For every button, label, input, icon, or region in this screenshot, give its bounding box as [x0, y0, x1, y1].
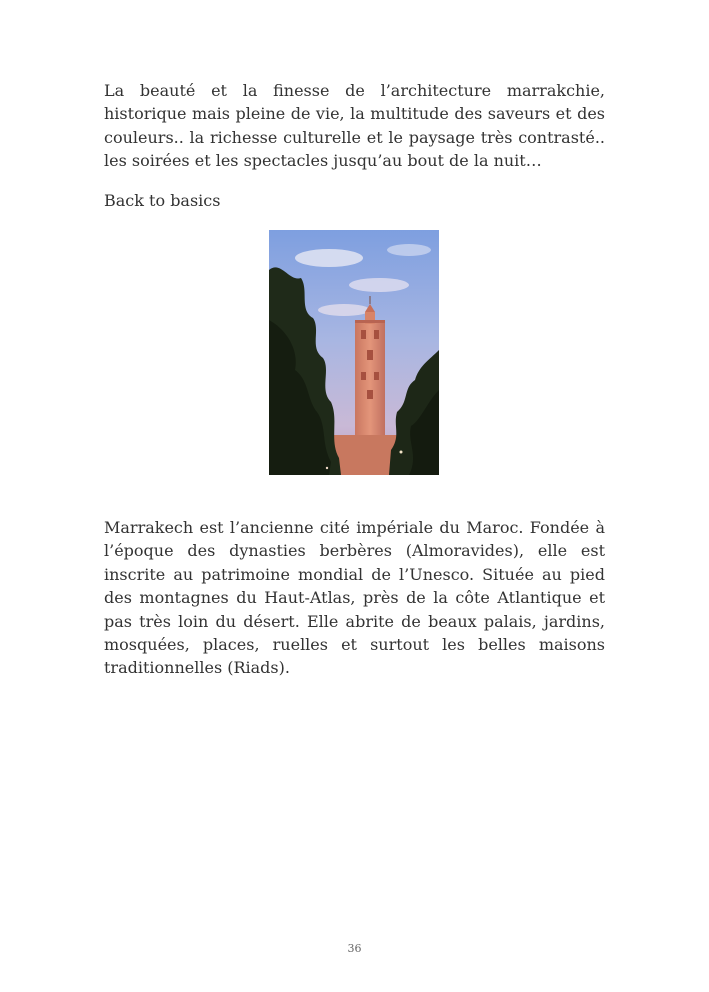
marrakech-description-paragraph: Marrakech est l’ancienne cité impériale du Maroc. Fondée à l’époque des dynasties berbères (Almoravides), elle est inscrite au patrimoine mondial de l’Unesco. Située au pied des montagnes du Haut-Atlas, près de la côte Atlantique et pas très loin du désert. Elle abrite de beaux palais, jardins, mosquées, places, ruelles et surtout les belles maisons traditionnelles (Riads).	[104, 518, 605, 678]
intro-paragraph: La beauté et la finesse de l’architecture marrakchie, historique mais pleine de vie, la multitude des saveurs et des couleurs.. la richesse culturelle et le paysage très contrasté.. les soirées et les spectacles jusqu’au bout de la nuit…	[104, 81, 605, 171]
koutoubia-minaret-photo	[269, 230, 439, 475]
page-number: 36	[347, 942, 362, 955]
back-to-basics-line: Back to basics	[104, 191, 221, 210]
